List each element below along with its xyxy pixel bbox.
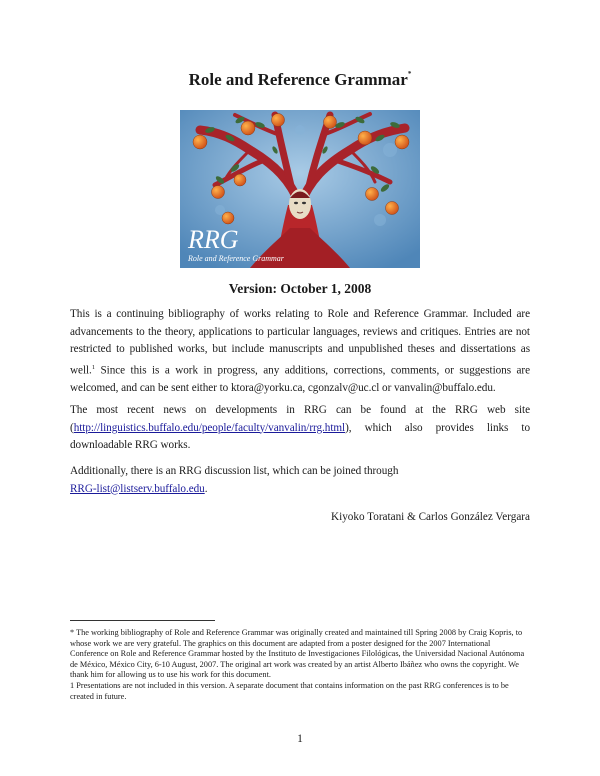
version-line: Version: October 1, 2008 bbox=[228, 281, 372, 296]
footnote-divider bbox=[70, 620, 215, 621]
title-footnote-mark: * bbox=[407, 70, 412, 79]
rrg-website-link[interactable]: http://linguistics.buffalo.edu/people/faculty/vanvalin/rrg.html bbox=[73, 421, 346, 434]
rrg-logo: RRG bbox=[188, 225, 239, 254]
footnote-star: * The working bibliography of Role and Reference Grammar was originally created and maintained till Spring 2008 by Craig Kopris, to whose work we are very grateful. The graphics on this document are adapted from a poster designed for the 2007 International Conference on Role and Reference Grammar hosted by the Instituto de Investigaciones Filológicas, the Universidad Nacional Autónoma de México, México City, 6-10 August, 2007. The original art work was created by an artist Alberto Ibáñez who owns the copyright. We thank him for allowing us to use his work for this document. bbox=[70, 628, 525, 680]
intro-paragraph: This is a continuing bibliography of works relating to Role and Reference Grammar. Included are advancements to the theory, applications to particular languages, reviews and critiques. Entries are not restricted to published works, but include manuscripts and unpublished theses and dissertations as well.$^1$ Since this is a work in progress, any additions, corrections, comments, or suggestions are welcomed, and can be sent either to ktora@yorku.ca, cgonzalv@uc.cl or vanvalin@buffalo.edu. bbox=[70, 308, 530, 394]
document-title: Role and Reference Grammar* bbox=[188, 70, 412, 89]
footnote-ref-1[interactable]: 1 bbox=[91, 363, 96, 371]
rrg-list-email-link[interactable]: RRG-list@listserv.buffalo.edu bbox=[70, 482, 205, 495]
tree-illustration bbox=[180, 110, 420, 268]
discussion-list-paragraph: Additionally, there is an RRG discussion list, which can be joined through RRG-list@listserv.buffalo.edu. bbox=[70, 465, 399, 495]
page-number: 1 bbox=[297, 733, 303, 745]
rrg-tree-artwork bbox=[180, 110, 420, 268]
authors: Kiyoko Toratani & Carlos González Vergara bbox=[331, 511, 530, 523]
footnotes bbox=[70, 628, 530, 702]
rrg-logo-subtitle: Role and Reference Grammar bbox=[188, 254, 284, 263]
news-paragraph: The most recent news on developments in RRG can be found at the RRG web site (http://linguistics.buffalo.edu/people/faculty/vanvalin/rrg.html), which also provides links to downloadable RRG works. bbox=[70, 404, 530, 451]
footnote-1: 1 Presentations are not included in this version. A separate document that contains information on the past RRG conferences is to be created in future. bbox=[70, 680, 509, 701]
